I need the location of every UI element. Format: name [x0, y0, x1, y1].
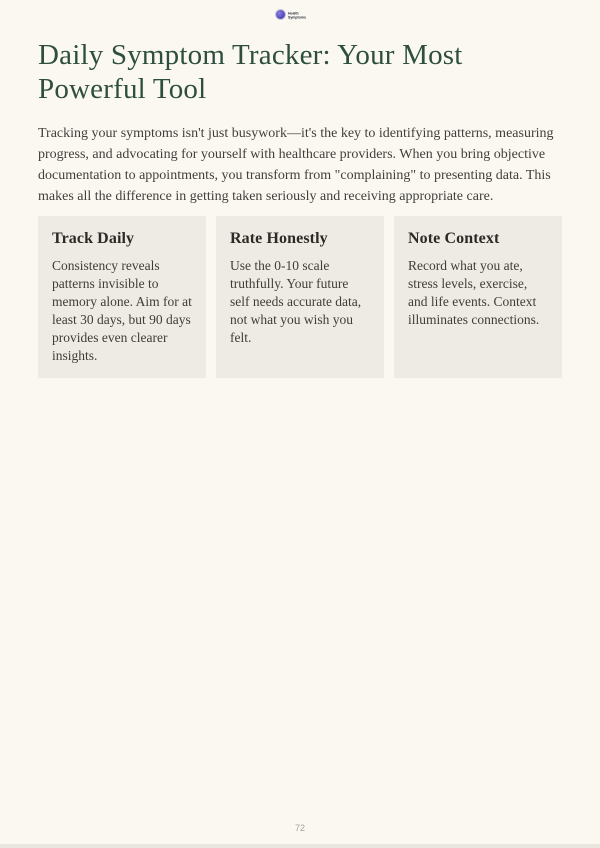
page-number: 72 [294, 823, 305, 833]
article-content [38, 0, 562, 378]
card-note-context [394, 216, 562, 378]
card-track-daily [38, 216, 206, 378]
intro-paragraph: Tracking your symptoms isn't just busywork—it's the key to identifying patterns, measuring progress, and advocating for yourself with healthcare providers. When you bring objective documentation to appointments, you transform from "complaining" to presenting data. This makes all the difference in getting taken seriously and receiving appropriate care. [38, 126, 554, 204]
card-body: Use the 0-10 scale truthfully. Your future self needs accurate data, not what you wish you felt. [230, 258, 362, 345]
page-title: Daily Symptom Tracker: Your Most Powerful Tool [38, 39, 463, 105]
brand-logo-line2: Symptoms [288, 15, 306, 19]
brand-logo-line1: Health [288, 11, 299, 15]
tips-card-row [38, 216, 562, 378]
card-title: Rate Honestly [230, 230, 328, 247]
page-bottom-edge [0, 844, 600, 848]
card-rate-honestly [216, 216, 384, 378]
card-title: Note Context [408, 230, 500, 247]
card-body: Record what you ate, stress levels, exercise, and life events. Context illuminates connections. [408, 258, 540, 327]
card-body: Consistency reveals patterns invisible to memory alone. Aim for at least 30 days, but 90 days provides even clearer insights. [52, 258, 192, 363]
card-title: Track Daily [52, 230, 135, 247]
